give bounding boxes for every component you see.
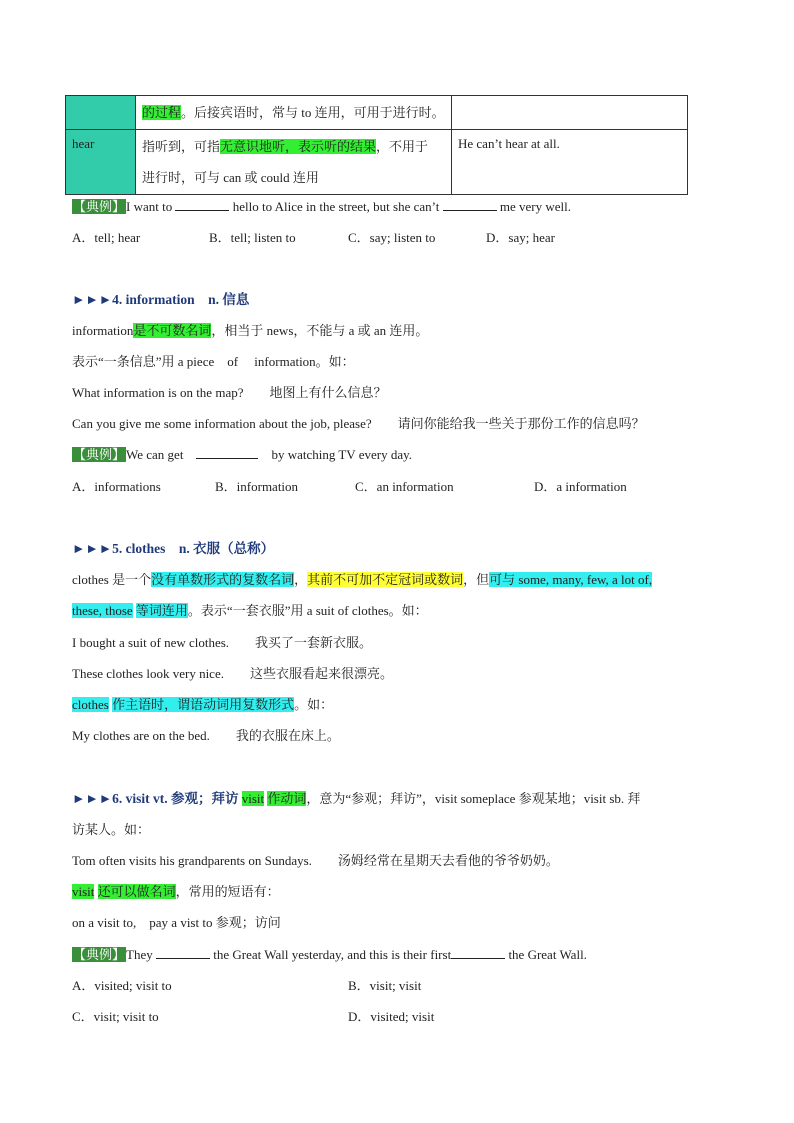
option-a: A．informations	[72, 479, 161, 494]
option-b: B．information	[215, 479, 299, 494]
text-line: 表示“一条信息”用 a piece of information。如：	[72, 354, 355, 369]
option-c: C．say; listen to	[348, 230, 436, 245]
option-c: C．an information	[355, 479, 454, 494]
option-c: C．visit; visit to	[72, 1009, 159, 1024]
option-d: D．say; hear	[486, 230, 555, 245]
answer-blank	[443, 198, 497, 211]
text-line: These clothes look very nice. 这些衣服看起来很漂亮。	[72, 666, 393, 681]
option-b: B．tell; listen to	[209, 230, 296, 245]
table-meaning-cell: 指听到，可指无意识地听，表示听的结果，不用于 进行时，可与 can 或 could 连用	[136, 130, 452, 195]
text-line: What information is on the map? 地图上有什么信息？	[72, 385, 387, 400]
answer-blank	[175, 198, 229, 211]
table-example-cell	[452, 96, 688, 130]
example-question: 【典例】They the Great Wall yesterday, and this is their first the Great Wall.	[73, 947, 587, 962]
text-line: Can you give me some information about the job, please? 请问你能给我一些关于那份工作的信息吗？	[72, 416, 645, 431]
section-heading-information: ►►►4. information n. 信息	[72, 292, 250, 307]
answer-blank	[196, 446, 258, 459]
text-line: on a visit to, pay a vist to 参观；访问	[72, 915, 281, 930]
word-comparison-table	[65, 95, 688, 195]
text-line: visit 还可以做名词，常用的短语有：	[72, 884, 280, 899]
table-meaning-cell: 的过程。后接宾语时，常与 to 连用，可用于进行时。	[136, 96, 452, 130]
example-question: 【典例】I want to hello to Alice in the street, but she can’t me very well.	[73, 199, 571, 214]
text-line: My clothes are on the bed. 我的衣服在床上。	[72, 728, 340, 743]
answer-blank	[156, 946, 210, 959]
example-question: 【典例】We can get by watching TV every day.	[73, 447, 412, 462]
answer-blank	[451, 946, 505, 959]
section-heading-clothes: ►►►5. clothes n. 衣服（总称）	[72, 541, 275, 556]
table-row	[66, 130, 688, 195]
table-row	[66, 96, 688, 130]
text-line: 访某人。如：	[72, 822, 151, 837]
text-line: Tom often visits his grandparents on Sundays. 汤姆经常在星期天去看他的爷爷奶奶。	[72, 853, 559, 868]
option-a: A．tell; hear	[72, 230, 141, 245]
option-b: B．visit; visit	[348, 978, 422, 993]
option-d: D．visited; visit	[348, 1009, 435, 1024]
example-tag: 【典例】	[73, 447, 126, 462]
text-line: clothes 作主语时，谓语动词用复数形式。如：	[72, 697, 334, 712]
text-line: I bought a suit of new clothes. 我买了一套新衣服。	[72, 635, 373, 650]
section-heading-visit: ►►►6. visit vt. 参观；拜访 visit 作动词，意为“参观；拜访”，visit someplace 参观某地；visit sb. 拜	[72, 791, 641, 806]
option-a: A．visited; visit to	[72, 978, 172, 993]
option-d: D．a information	[534, 479, 627, 494]
text-line: information是不可数名词，相当于 news，不能与 a 或 an 连用。	[72, 323, 429, 338]
table-example-cell: He can’t hear at all.	[452, 130, 688, 195]
table-word-cell	[66, 96, 136, 130]
table-word-cell: hear	[66, 130, 136, 195]
text-line: these, those 等词连用。表示“一套衣服”用 a suit of clothes。如：	[72, 603, 428, 618]
example-tag: 【典例】	[73, 199, 126, 214]
text-line: clothes 是一个没有单数形式的复数名词，其前不可加不定冠词或数词，但可与 some, many, few, a lot of,	[72, 572, 653, 587]
example-tag: 【典例】	[73, 947, 126, 962]
